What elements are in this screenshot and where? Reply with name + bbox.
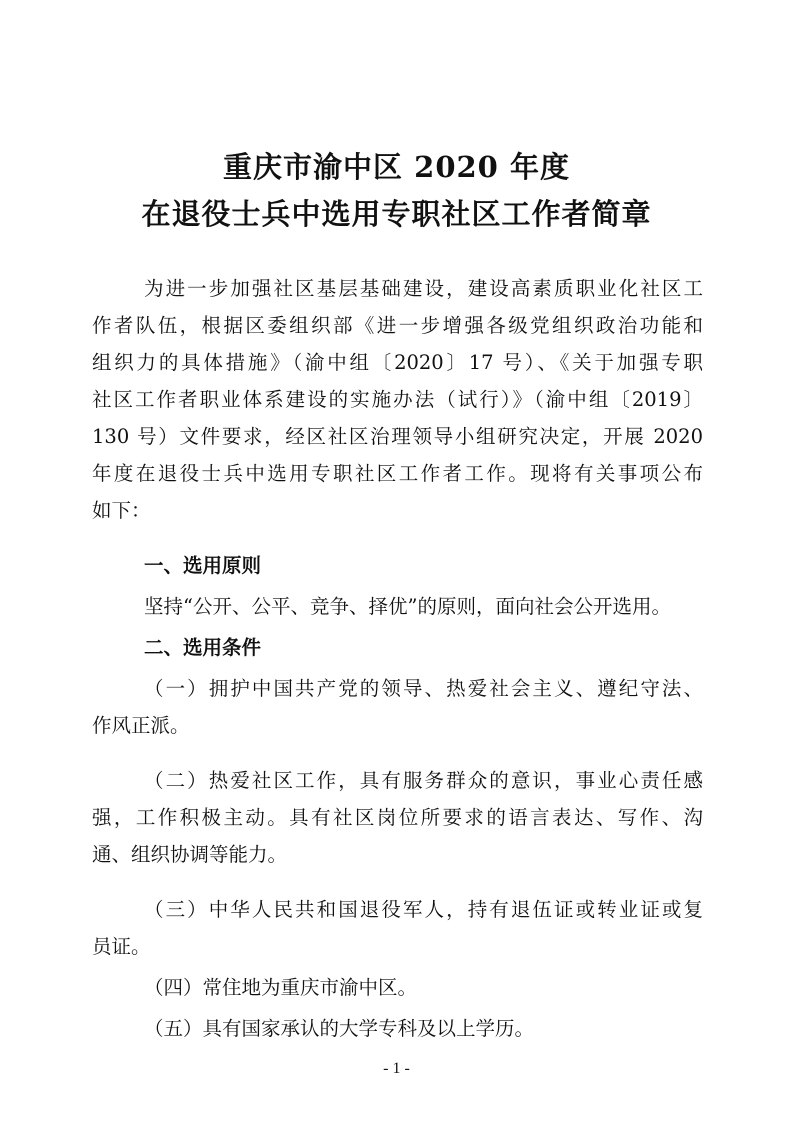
- intro-line: 如下：: [92, 499, 151, 522]
- section-heading-principles: 一、选用原则: [144, 554, 262, 577]
- document-title-line-1: 重庆市渝中区 2020 年度: [223, 150, 570, 184]
- document-title-line-2: 在退役士兵中选用专职社区工作者简章: [141, 197, 652, 231]
- condition-item-2-cont: 强，工作积极主动。具有社区岗位所要求的语言表达、写作、沟: [92, 806, 703, 829]
- condition-item-4: （四）常住地为重庆市渝中区。: [144, 976, 418, 999]
- condition-item-1: （一）拥护中国共产党的领导、热爱社会主义、遵纪守法、: [144, 677, 703, 700]
- page-number: - 1 -: [383, 1060, 410, 1077]
- condition-item-3-cont: 员证。: [92, 935, 151, 958]
- intro-line: 社区工作者职业体系建设的实施办法（试行）》（渝中组〔2019〕: [92, 388, 703, 411]
- intro-line: 年度在退役士兵中选用专职社区工作者工作。现将有关事项公布: [92, 462, 703, 485]
- intro-line: 作者队伍，根据区委组织部《进一步增强各级党组织政治功能和: [92, 314, 703, 337]
- condition-item-5: （五）具有国家承认的大学专科及以上学历。: [144, 1017, 535, 1040]
- condition-item-1-cont: 作风正派。: [92, 714, 190, 737]
- intro-line: 组织力的具体措施》（渝中组〔2020〕17 号）、《关于加强专职: [92, 351, 703, 374]
- condition-item-2-cont: 通、组织协调等能力。: [92, 843, 288, 866]
- intro-line: 130 号）文件要求，经区社区治理领导小组研究决定，开展 2020: [92, 425, 703, 448]
- condition-item-2: （二）热爱社区工作，具有服务群众的意识，事业心责任感: [144, 769, 703, 792]
- condition-item-3: （三）中华人民共和国退役军人，持有退伍证或转业证或复: [144, 898, 703, 921]
- section-text-principles: 坚持“公开、公平、竞争、择优”的原则，面向社会公开选用。: [144, 595, 671, 618]
- intro-line: 为进一步加强社区基层基础建设，建设高素质职业化社区工: [144, 277, 703, 300]
- section-heading-conditions: 二、选用条件: [144, 636, 262, 659]
